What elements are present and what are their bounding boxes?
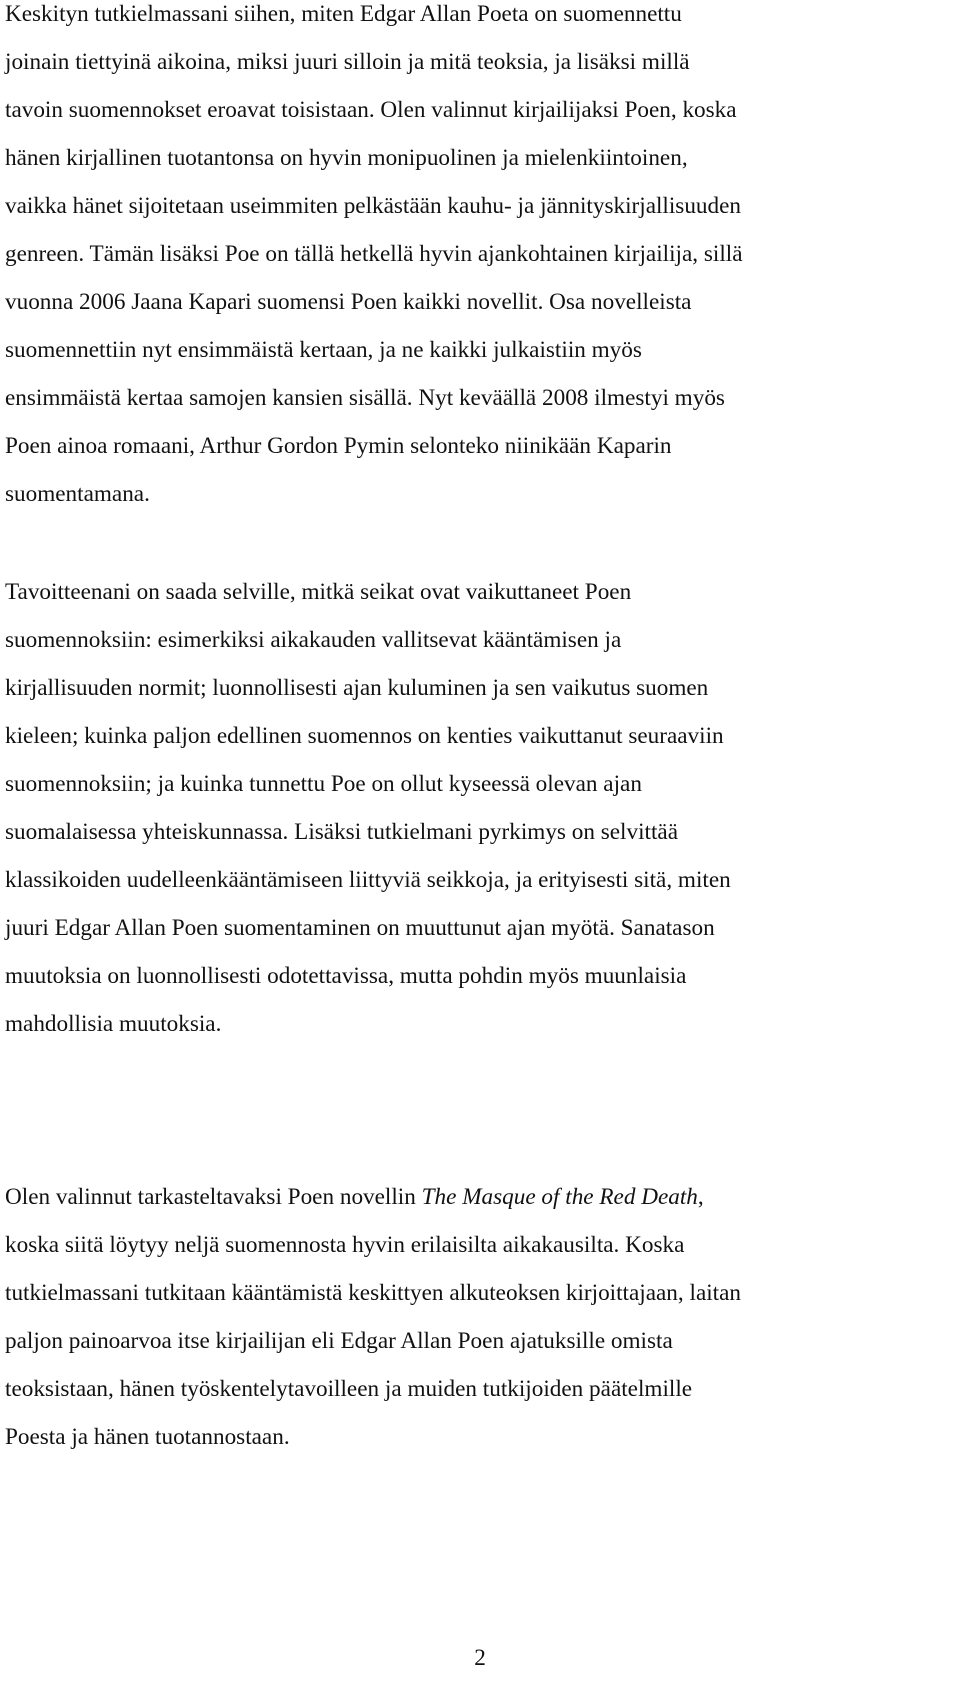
text-line: joinain tiettyinä aikoina, miksi juuri silloin ja mitä teoksia, ja lisäksi millä [5, 49, 690, 75]
text-line: suomalaisessa yhteiskunnassa. Lisäksi tutkielmani pyrkimys on selvittää [5, 819, 678, 845]
text-line: muutoksia on luonnollisesti odotettavissa, mutta pohdin myös muunlaisia [5, 963, 687, 989]
text-line: suomentamana. [5, 481, 150, 507]
text-line: kirjallisuuden normit; luonnollisesti ajan kuluminen ja sen vaikutus suomen [5, 675, 709, 701]
text-line: suomennettiin nyt ensimmäistä kertaan, ja ne kaikki julkaistiin myös [5, 337, 642, 363]
text-line: suomennoksiin: esimerkiksi aikakauden vallitsevat kääntämisen ja [5, 627, 622, 653]
text-line: teoksistaan, hänen työskentelytavoilleen ja muiden tutkijoiden päätelmille [5, 1376, 693, 1402]
text-line [5, 1173, 955, 1221]
text-line: Poesta ja hänen tuotannostaan. [5, 1424, 290, 1450]
text-line: hänen kirjallinen tuotantonsa on hyvin monipuolinen ja mielenkiintoinen, [5, 145, 688, 171]
text-line: juuri Edgar Allan Poen suomentaminen on muuttunut ajan myötä. Sanatason [5, 915, 715, 941]
work-title: The Masque of the Red Death [421, 1184, 698, 1210]
text-line: kieleen; kuinka paljon edellinen suomennos on kenties vaikuttanut seuraaviin [5, 723, 724, 749]
text-line: Keskityn tutkielmassani siihen, miten Edgar Allan Poeta on suomennettu [5, 1, 682, 27]
text-line: koska siitä löytyy neljä suomennosta hyvin erilaisilta aikakausilta. Koska [5, 1232, 685, 1258]
text-line: paljon painoarvoa itse kirjailijan eli Edgar Allan Poen ajatuksille omista [5, 1328, 673, 1354]
paragraph-1 [5, 0, 955, 518]
text-run: Olen valinnut tarkasteltavaksi Poen novellin [5, 1184, 422, 1210]
text-line: Tavoitteenani on saada selville, mitkä seikat ovat vaikuttaneet Poen [5, 579, 632, 605]
paragraph-3 [5, 1173, 955, 1461]
text-line: mahdollisia muutoksia. [5, 1011, 222, 1037]
text-line: genreen. Tämän lisäksi Poe on tällä hetkellä hyvin ajankohtainen kirjailija, sillä [5, 241, 743, 267]
paragraph-2 [5, 568, 955, 1048]
text-run: , [697, 1184, 704, 1210]
text-line: tutkielmassani tutkitaan kääntämistä keskittyen alkuteoksen kirjoittajaan, laitan [5, 1280, 741, 1306]
page-number: 2 [474, 1645, 486, 1671]
text-line: vuonna 2006 Jaana Kapari suomensi Poen kaikki novellit. Osa novelleista [5, 289, 692, 315]
text-line: tavoin suomennokset eroavat toisistaan. Olen valinnut kirjailijaksi Poen, koska [5, 97, 737, 123]
text-line: Poen ainoa romaani, Arthur Gordon Pymin selonteko niinikään Kaparin [5, 433, 672, 459]
text-line: ensimmäistä kertaa samojen kansien sisällä. Nyt keväällä 2008 ilmestyi myös [5, 385, 725, 411]
text-line: vaikka hänet sijoitetaan useimmiten pelkästään kauhu- ja jännityskirjallisuuden [5, 193, 741, 219]
text-line: suomennoksiin; ja kuinka tunnettu Poe on ollut kyseessä olevan ajan [5, 771, 642, 797]
text-line: klassikoiden uudelleenkääntämiseen liittyviä seikkoja, ja erityisesti sitä, miten [5, 867, 731, 893]
